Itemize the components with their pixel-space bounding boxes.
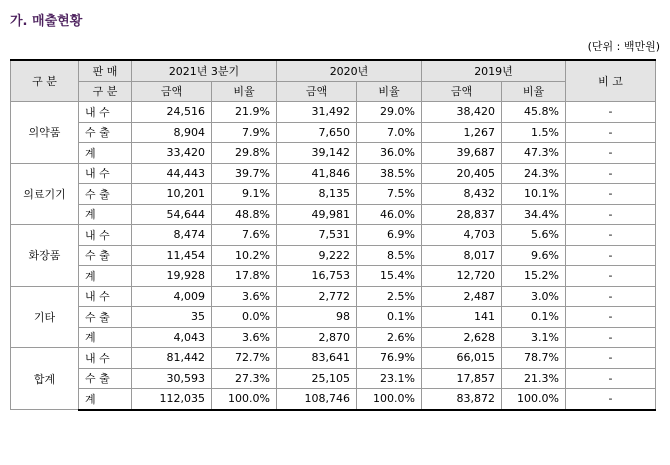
amount-2019-cell: 1,267: [422, 122, 502, 143]
group-label: 기타: [11, 286, 79, 348]
amount-2020-cell: 8,135: [277, 184, 357, 205]
header-sales-type-2: 구 분: [79, 81, 132, 102]
sales-type-cell: 계: [79, 389, 132, 410]
header-amount: 금액: [132, 81, 212, 102]
sales-type-cell: 내 수: [79, 102, 132, 123]
table-body: [11, 102, 656, 410]
ratio-2019-cell: 34.4%: [502, 204, 566, 225]
amount-2019-cell: 20,405: [422, 163, 502, 184]
amount-2020-cell: 9,222: [277, 245, 357, 266]
amount-2019-cell: 141: [422, 307, 502, 328]
amount-2019-cell: 83,872: [422, 389, 502, 410]
amount-2020-cell: 2,772: [277, 286, 357, 307]
table-row: [11, 143, 656, 164]
note-cell: -: [566, 102, 656, 123]
amount-2020-cell: 108,746: [277, 389, 357, 410]
table-row: [11, 389, 656, 410]
sales-table: [10, 59, 656, 411]
sales-type-cell: 수 출: [79, 245, 132, 266]
ratio-2021q3-cell: 17.8%: [212, 266, 277, 287]
ratio-2019-cell: 9.6%: [502, 245, 566, 266]
table-row: [11, 204, 656, 225]
ratio-2020-cell: 38.5%: [357, 163, 422, 184]
ratio-2020-cell: 0.1%: [357, 307, 422, 328]
ratio-2019-cell: 10.1%: [502, 184, 566, 205]
ratio-2020-cell: 7.0%: [357, 122, 422, 143]
header-group: 구 분: [11, 60, 79, 102]
amount-2020-cell: 41,846: [277, 163, 357, 184]
group-label: 합계: [11, 348, 79, 410]
table-row: [11, 327, 656, 348]
header-period-2020: 2020년: [277, 60, 422, 81]
ratio-2020-cell: 6.9%: [357, 225, 422, 246]
amount-2019-cell: 38,420: [422, 102, 502, 123]
header-period-2019: 2019년: [422, 60, 566, 81]
ratio-2019-cell: 24.3%: [502, 163, 566, 184]
amount-2021q3-cell: 10,201: [132, 184, 212, 205]
header-note: 비 고: [566, 60, 656, 102]
note-cell: -: [566, 327, 656, 348]
table-row: [11, 184, 656, 205]
sales-type-cell: 내 수: [79, 225, 132, 246]
amount-2019-cell: 12,720: [422, 266, 502, 287]
amount-2020-cell: 31,492: [277, 102, 357, 123]
sales-type-cell: 계: [79, 266, 132, 287]
amount-2020-cell: 7,531: [277, 225, 357, 246]
note-cell: -: [566, 163, 656, 184]
note-cell: -: [566, 143, 656, 164]
table-row: [11, 266, 656, 287]
amount-2020-cell: 39,142: [277, 143, 357, 164]
group-label: 의료기기: [11, 163, 79, 225]
ratio-2020-cell: 76.9%: [357, 348, 422, 369]
ratio-2020-cell: 2.5%: [357, 286, 422, 307]
group-label: 화장품: [11, 225, 79, 287]
amount-2021q3-cell: 30,593: [132, 368, 212, 389]
sales-type-cell: 수 출: [79, 368, 132, 389]
amount-2019-cell: 8,432: [422, 184, 502, 205]
ratio-2021q3-cell: 100.0%: [212, 389, 277, 410]
note-cell: -: [566, 184, 656, 205]
amount-2020-cell: 2,870: [277, 327, 357, 348]
table-row: [11, 348, 656, 369]
ratio-2020-cell: 46.0%: [357, 204, 422, 225]
note-cell: -: [566, 307, 656, 328]
sales-type-cell: 계: [79, 327, 132, 348]
header-ratio: 비율: [502, 81, 566, 102]
table-row: [11, 368, 656, 389]
amount-2020-cell: 7,650: [277, 122, 357, 143]
amount-2021q3-cell: 19,928: [132, 266, 212, 287]
ratio-2021q3-cell: 39.7%: [212, 163, 277, 184]
amount-2020-cell: 98: [277, 307, 357, 328]
ratio-2020-cell: 36.0%: [357, 143, 422, 164]
amount-2021q3-cell: 8,904: [132, 122, 212, 143]
header-sales-type: 판 매: [79, 60, 132, 81]
ratio-2020-cell: 100.0%: [357, 389, 422, 410]
note-cell: -: [566, 266, 656, 287]
note-cell: -: [566, 286, 656, 307]
ratio-2020-cell: 15.4%: [357, 266, 422, 287]
ratio-2021q3-cell: 72.7%: [212, 348, 277, 369]
ratio-2021q3-cell: 27.3%: [212, 368, 277, 389]
unit-label: (단위 : 백만원): [587, 40, 660, 53]
header-amount: 금액: [277, 81, 357, 102]
ratio-2021q3-cell: 3.6%: [212, 327, 277, 348]
amount-2021q3-cell: 8,474: [132, 225, 212, 246]
table-row: [11, 307, 656, 328]
sales-type-cell: 내 수: [79, 163, 132, 184]
amount-2021q3-cell: 112,035: [132, 389, 212, 410]
sales-type-cell: 계: [79, 204, 132, 225]
table-header: [11, 60, 656, 102]
ratio-2021q3-cell: 21.9%: [212, 102, 277, 123]
ratio-2020-cell: 29.0%: [357, 102, 422, 123]
ratio-2019-cell: 1.5%: [502, 122, 566, 143]
ratio-2019-cell: 0.1%: [502, 307, 566, 328]
sales-type-cell: 내 수: [79, 348, 132, 369]
amount-2019-cell: 8,017: [422, 245, 502, 266]
amount-2020-cell: 25,105: [277, 368, 357, 389]
ratio-2019-cell: 47.3%: [502, 143, 566, 164]
amount-2021q3-cell: 24,516: [132, 102, 212, 123]
amount-2021q3-cell: 44,443: [132, 163, 212, 184]
header-ratio: 비율: [212, 81, 277, 102]
ratio-2021q3-cell: 29.8%: [212, 143, 277, 164]
table-row: [11, 225, 656, 246]
amount-2019-cell: 39,687: [422, 143, 502, 164]
ratio-2019-cell: 45.8%: [502, 102, 566, 123]
amount-2020-cell: 16,753: [277, 266, 357, 287]
ratio-2021q3-cell: 0.0%: [212, 307, 277, 328]
amount-2021q3-cell: 4,043: [132, 327, 212, 348]
table-row: [11, 102, 656, 123]
sales-type-cell: 수 출: [79, 184, 132, 205]
amount-2019-cell: 66,015: [422, 348, 502, 369]
table-row: [11, 245, 656, 266]
amount-2020-cell: 49,981: [277, 204, 357, 225]
amount-2021q3-cell: 54,644: [132, 204, 212, 225]
ratio-2019-cell: 78.7%: [502, 348, 566, 369]
note-cell: -: [566, 225, 656, 246]
ratio-2021q3-cell: 7.6%: [212, 225, 277, 246]
amount-2021q3-cell: 33,420: [132, 143, 212, 164]
amount-2019-cell: 2,628: [422, 327, 502, 348]
ratio-2020-cell: 23.1%: [357, 368, 422, 389]
header-amount: 금액: [422, 81, 502, 102]
amount-2019-cell: 28,837: [422, 204, 502, 225]
ratio-2020-cell: 7.5%: [357, 184, 422, 205]
ratio-2019-cell: 3.1%: [502, 327, 566, 348]
ratio-2019-cell: 21.3%: [502, 368, 566, 389]
ratio-2021q3-cell: 7.9%: [212, 122, 277, 143]
ratio-2019-cell: 3.0%: [502, 286, 566, 307]
amount-2021q3-cell: 35: [132, 307, 212, 328]
note-cell: -: [566, 204, 656, 225]
amount-2021q3-cell: 81,442: [132, 348, 212, 369]
sales-type-cell: 계: [79, 143, 132, 164]
ratio-2020-cell: 2.6%: [357, 327, 422, 348]
note-cell: -: [566, 245, 656, 266]
ratio-2020-cell: 8.5%: [357, 245, 422, 266]
amount-2019-cell: 2,487: [422, 286, 502, 307]
note-cell: -: [566, 368, 656, 389]
note-cell: -: [566, 348, 656, 369]
ratio-2019-cell: 5.6%: [502, 225, 566, 246]
table-row: [11, 163, 656, 184]
note-cell: -: [566, 122, 656, 143]
sales-type-cell: 내 수: [79, 286, 132, 307]
amount-2021q3-cell: 11,454: [132, 245, 212, 266]
header-period-2021q3: 2021년 3분기: [132, 60, 277, 81]
note-cell: -: [566, 389, 656, 410]
ratio-2021q3-cell: 48.8%: [212, 204, 277, 225]
ratio-2021q3-cell: 10.2%: [212, 245, 277, 266]
sales-type-cell: 수 출: [79, 307, 132, 328]
sales-type-cell: 수 출: [79, 122, 132, 143]
ratio-2019-cell: 15.2%: [502, 266, 566, 287]
table-row: [11, 286, 656, 307]
header-ratio: 비율: [357, 81, 422, 102]
ratio-2021q3-cell: 3.6%: [212, 286, 277, 307]
table-row: [11, 122, 656, 143]
group-label: 의약품: [11, 102, 79, 164]
section-title: 가. 매출현황: [10, 14, 83, 29]
ratio-2019-cell: 100.0%: [502, 389, 566, 410]
amount-2020-cell: 83,641: [277, 348, 357, 369]
amount-2019-cell: 4,703: [422, 225, 502, 246]
amount-2021q3-cell: 4,009: [132, 286, 212, 307]
ratio-2021q3-cell: 9.1%: [212, 184, 277, 205]
amount-2019-cell: 17,857: [422, 368, 502, 389]
